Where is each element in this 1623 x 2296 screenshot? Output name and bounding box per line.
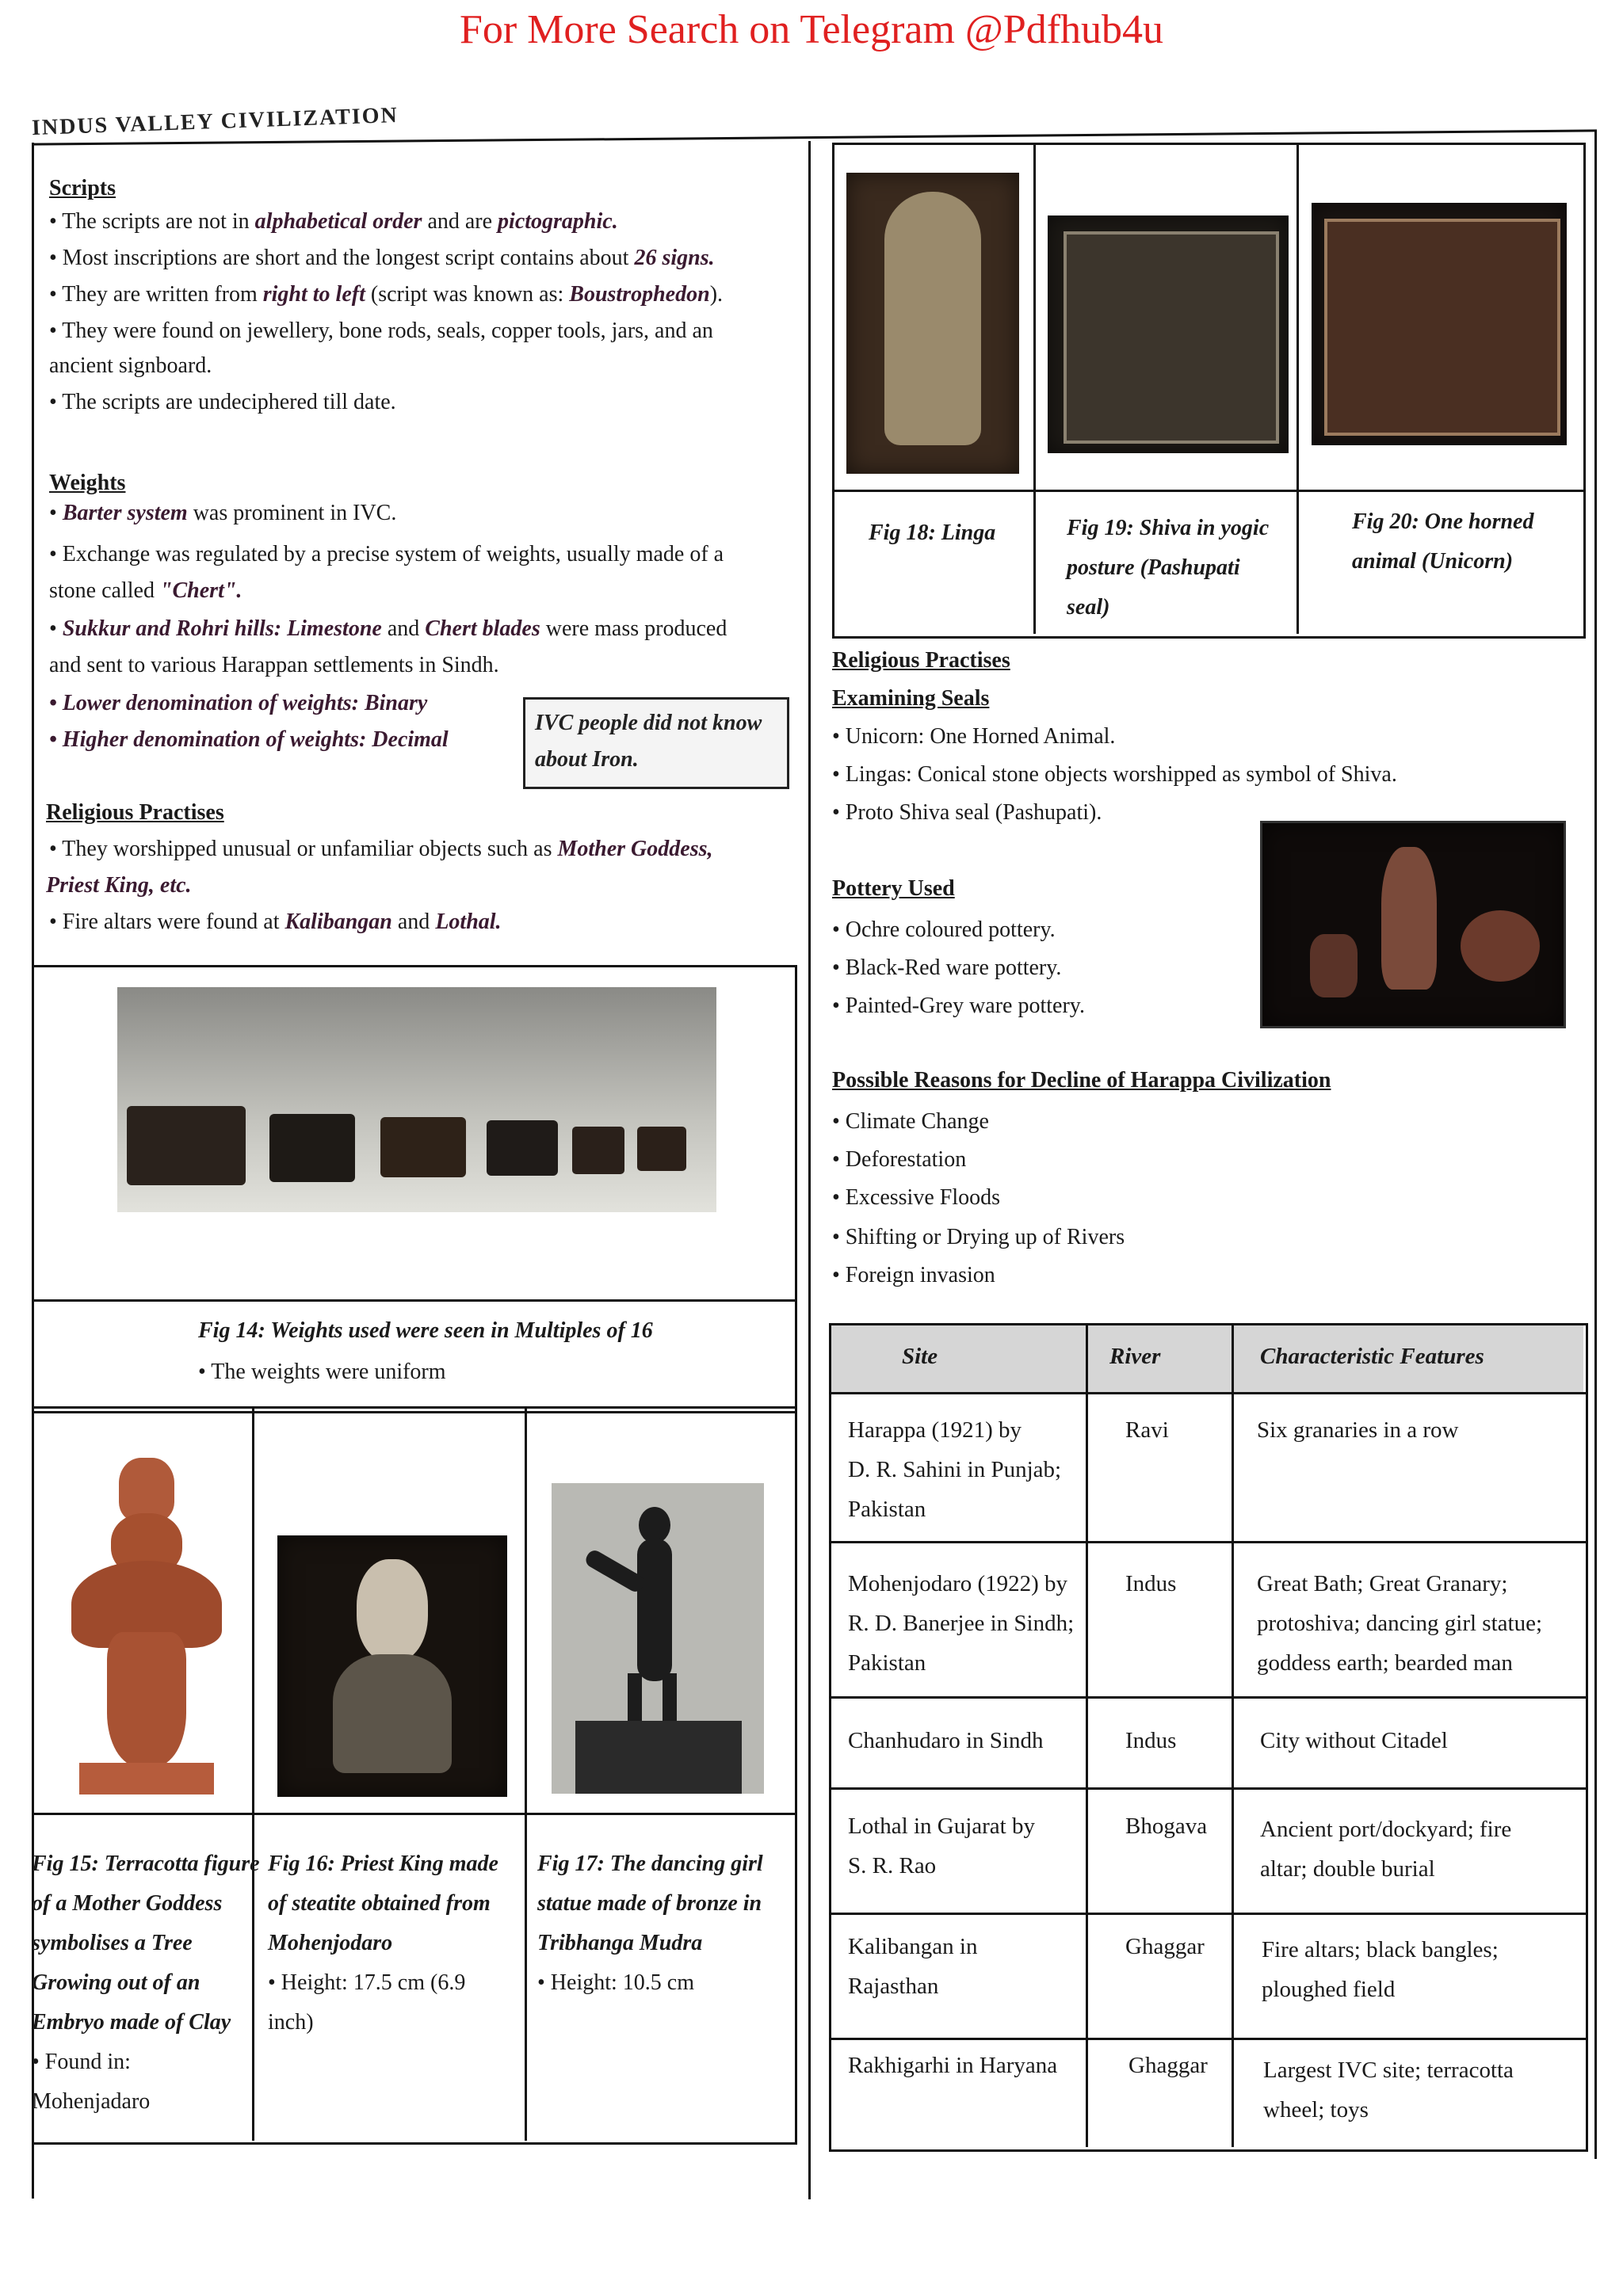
table-row-2-site-line-2: R. D. Banerjee in Sindh;: [848, 1611, 1075, 1636]
fig15-caption: [32, 1844, 260, 2122]
decline-item-1: • Climate Change: [832, 1109, 989, 1134]
table-rule-1: [829, 1541, 1586, 1543]
fig16-line-2: of steatite obtained from: [268, 1891, 491, 1916]
table-header-site: Site: [902, 1344, 938, 1369]
left-religious-heading: Religious Practises: [46, 800, 224, 825]
fig18-caption: Fig 18: Linga: [869, 521, 996, 545]
fig16-line-3: Mohenjodaro: [268, 1931, 393, 1955]
right-religious-heading: Religious Practises: [832, 648, 1010, 673]
table-row-2-site: [848, 1564, 1074, 1683]
seals-bullet-3: • Proto Shiva seal (Pashupati).: [832, 800, 1102, 825]
weights-bullet-2: • Exchange was regulated by a precise system of weights, usually made of a: [49, 542, 724, 566]
fig17-caption: [537, 1844, 763, 2003]
left-religious-bullet-2: • Fire altars were found at Kalibangan and Lothal.: [49, 910, 502, 934]
fig16-caption: [268, 1844, 498, 2042]
iron-note-line-2: about Iron.: [535, 747, 639, 772]
weights-photo: [117, 987, 716, 1212]
pottery-bullet-3: • Painted-Grey ware pottery.: [832, 994, 1085, 1018]
examining-seals-heading: Examining Seals: [832, 686, 990, 711]
table-row-4-site-line-1: Lothal in Gujarat by: [848, 1814, 1035, 1839]
table-header-features: Characteristic Features: [1260, 1344, 1484, 1369]
fig19-caption: [1067, 509, 1269, 627]
column-divider: [808, 141, 811, 2199]
table-col-divider-1: [1086, 1323, 1088, 2147]
table-row-3-site: [848, 1721, 1044, 1760]
telegram-banner: For More Search on Telegram @Pdfhub4u: [459, 7, 1164, 52]
table-rule-5: [829, 2038, 1586, 2040]
fig17-line-3: Tribhanga Mudra: [537, 1931, 703, 1955]
fig17-line-2: statue made of bronze in: [537, 1891, 762, 1916]
left-religious-bullet-1: • They worshipped unusual or unfamiliar objects such as Mother Goddess,: [49, 837, 713, 861]
priest-king-photo: [277, 1535, 507, 1797]
fig15-line-7: Mohenjadaro: [32, 2089, 151, 2114]
table-row-4-features: [1260, 1810, 1511, 1889]
fig14-bullet: • The weights were uniform: [198, 1360, 446, 1384]
pottery-bullet-1: • Ochre coloured pottery.: [832, 917, 1056, 942]
table-row-6-site-line-1: Rakhigarhi in Haryana: [848, 2053, 1058, 2078]
table-row-1-site-line-1: Harappa (1921) by: [848, 1417, 1022, 1443]
pottery-photo: [1260, 821, 1566, 1028]
fig15-line-4: Growing out of an: [32, 1970, 200, 1995]
weights-bullet-1: • Barter system was prominent in IVC.: [49, 501, 397, 525]
table-rule-header: [829, 1392, 1586, 1394]
weights-bullet-2-cont: stone called "Chert".: [49, 578, 242, 603]
table-row-5-features: [1262, 1930, 1499, 2009]
fig17-line-4: • Height: 10.5 cm: [537, 1970, 694, 1995]
weights-bullet-5: • Higher denomination of weights: Decimal: [49, 727, 449, 752]
fig15-line-2: of a Mother Goddess: [32, 1891, 223, 1916]
table-row-3-river: Indus: [1125, 1728, 1177, 1753]
pottery-bullet-2: • Black-Red ware pottery.: [832, 955, 1062, 980]
weights-bullet-3-cont: and sent to various Harappan settlements in Sindh.: [49, 653, 499, 677]
table-row-4-river: Bhogava: [1125, 1814, 1208, 1839]
table-row-5-site-line-1: Kalibangan in: [848, 1934, 978, 1959]
scripts-bullet-5: • The scripts are undeciphered till date.: [49, 390, 396, 414]
table-row-6-site: [848, 2046, 1057, 2085]
table-row-2-site-line-1: Mohenjodaro (1922) by: [848, 1571, 1068, 1596]
seals-bullet-2: • Lingas: Conical stone objects worshipped as symbol of Shiva.: [832, 762, 1397, 787]
table-row-2-feature-line-2: protoshiva; dancing girl statue;: [1257, 1611, 1543, 1636]
table-row-2-site-line-3: Pakistan: [848, 1650, 926, 1676]
table-row-4-site-line-2: S. R. Rao: [848, 1853, 937, 1878]
fig17-line-1: Fig 17: The dancing girl: [537, 1852, 763, 1876]
fig20-caption: [1352, 502, 1533, 582]
fig19-line-1: Fig 19: Shiva in yogic: [1067, 516, 1270, 540]
fig14-photo-rule: [32, 1299, 797, 1302]
fig19-line-3: seal): [1067, 595, 1110, 620]
decline-heading: Possible Reasons for Decline of Harappa Civilization: [832, 1068, 1331, 1093]
figs-caption-rule: [32, 1813, 795, 1815]
fig19-20-divider: [1296, 145, 1299, 634]
dancing-girl-photo: [552, 1483, 764, 1794]
table-row-5-river: Ghaggar: [1125, 1934, 1205, 1959]
scripts-bullet-3: • They are written from right to left (script was known as: Boustrophedon).: [49, 282, 724, 307]
decline-item-3: • Excessive Floods: [832, 1185, 1001, 1210]
iron-note-box: [523, 697, 789, 789]
fig15-line-1: Fig 15: Terracotta figure: [32, 1852, 260, 1876]
table-row-5-site: [848, 1927, 977, 2006]
table-row-1-river: Ravi: [1125, 1417, 1169, 1443]
scripts-bullet-4-cont: ancient signboard.: [49, 353, 212, 378]
fig16-17-divider: [525, 1409, 527, 2141]
fig20-line-1: Fig 20: One horned: [1352, 509, 1534, 534]
weights-bullet-4: • Lower denomination of weights: Binary: [49, 691, 428, 715]
fig16-line-4: • Height: 17.5 cm (6.9: [268, 1970, 466, 1995]
scripts-bullet-2: • Most inscriptions are short and the longest script contains about 26 signs.: [49, 246, 715, 270]
decline-item-4: • Shifting or Drying up of Rivers: [832, 1225, 1125, 1249]
table-row-2-feature-line-3: goddess earth; bearded man: [1257, 1650, 1513, 1676]
table-row-6-river: Ghaggar: [1128, 2053, 1208, 2078]
table-row-3-site-line-1: Chanhudaro in Sindh: [848, 1728, 1044, 1753]
mother-goddess-photo: [63, 1458, 230, 1798]
seals-bullet-1: • Unicorn: One Horned Animal.: [832, 724, 1116, 749]
scripts-heading: Scripts: [49, 176, 116, 200]
running-head: INDUS VALLEY CIVILIZATION: [31, 102, 399, 141]
fig19-line-2: posture (Pashupati: [1067, 555, 1240, 580]
weights-heading: Weights: [49, 471, 126, 495]
pottery-heading: Pottery Used: [832, 876, 955, 901]
table-row-4-site: [848, 1806, 1035, 1886]
table-row-1-site-line-2: D. R. Sahini in Punjab;: [848, 1457, 1062, 1482]
fig20-line-2: animal (Unicorn): [1352, 549, 1514, 574]
table-row-1-feature-line-1: Six granaries in a row: [1257, 1417, 1459, 1443]
iron-note-line-1: IVC people did not know: [535, 711, 762, 735]
table-row-1-features: [1257, 1410, 1459, 1450]
left-religious-bullet-1-cont: Priest King, etc.: [46, 873, 192, 898]
decline-item-2: • Deforestation: [832, 1147, 967, 1172]
unicorn-seal-photo: [1312, 203, 1567, 445]
table-row-3-features: [1260, 1721, 1448, 1760]
figs-18-20-caption-rule: [832, 490, 1583, 492]
table-rule-2: [829, 1696, 1586, 1699]
scripts-bullet-1: • The scripts are not in alphabetical order and are pictographic.: [49, 209, 618, 234]
table-row-2-features: [1257, 1564, 1542, 1683]
page-right-rule: [1594, 131, 1597, 2159]
table-row-1-site-line-3: Pakistan: [848, 1497, 926, 1522]
table-row-2-feature-line-1: Great Bath; Great Granary;: [1257, 1571, 1508, 1596]
table-row-2-river: Indus: [1125, 1571, 1177, 1596]
pashupati-seal-photo: [1048, 215, 1289, 453]
table-rule-4: [829, 1913, 1586, 1915]
table-row-4-feature-line-1: Ancient port/dockyard; fire: [1260, 1817, 1512, 1842]
table-row-5-feature-line-2: ploughed field: [1262, 1977, 1396, 2002]
table-col-divider-2: [1232, 1323, 1234, 2147]
fig16-line-5: inch): [268, 2010, 314, 2035]
weights-bullet-3: • Sukkur and Rohri hills: Limestone and Chert blades were mass produced: [49, 616, 727, 641]
table-rule-3: [829, 1787, 1586, 1790]
fig18-19-divider: [1033, 145, 1036, 634]
table-row-5-site-line-2: Rajasthan: [848, 1974, 939, 1999]
table-row-3-feature-line-1: City without Citadel: [1260, 1728, 1448, 1753]
scripts-bullet-4: • They were found on jewellery, bone rods, seals, copper tools, jars, and an: [49, 318, 713, 343]
fig16-line-1: Fig 16: Priest King made: [268, 1852, 498, 1876]
linga-photo: [846, 173, 1019, 474]
table-row-4-feature-line-2: altar; double burial: [1260, 1856, 1435, 1882]
table-row-1-site: [848, 1410, 1061, 1529]
table-header-river: River: [1109, 1344, 1161, 1369]
fig15-line-6: • Found in:: [32, 2050, 131, 2074]
fig15-line-3: symbolises a Tree: [32, 1931, 193, 1955]
decline-item-5: • Foreign invasion: [832, 1263, 995, 1287]
fig14-caption: Fig 14: Weights used were seen in Multiples of 16: [198, 1318, 653, 1343]
table-row-6-feature-line-2: wheel; toys: [1263, 2097, 1369, 2122]
table-row-6-features: [1263, 2050, 1514, 2130]
table-row-5-feature-line-1: Fire altars; black bangles;: [1262, 1937, 1499, 1962]
table-row-6-feature-line-1: Largest IVC site; terracotta: [1263, 2058, 1514, 2083]
fig15-line-5: Embryo made of Clay: [32, 2010, 231, 2035]
